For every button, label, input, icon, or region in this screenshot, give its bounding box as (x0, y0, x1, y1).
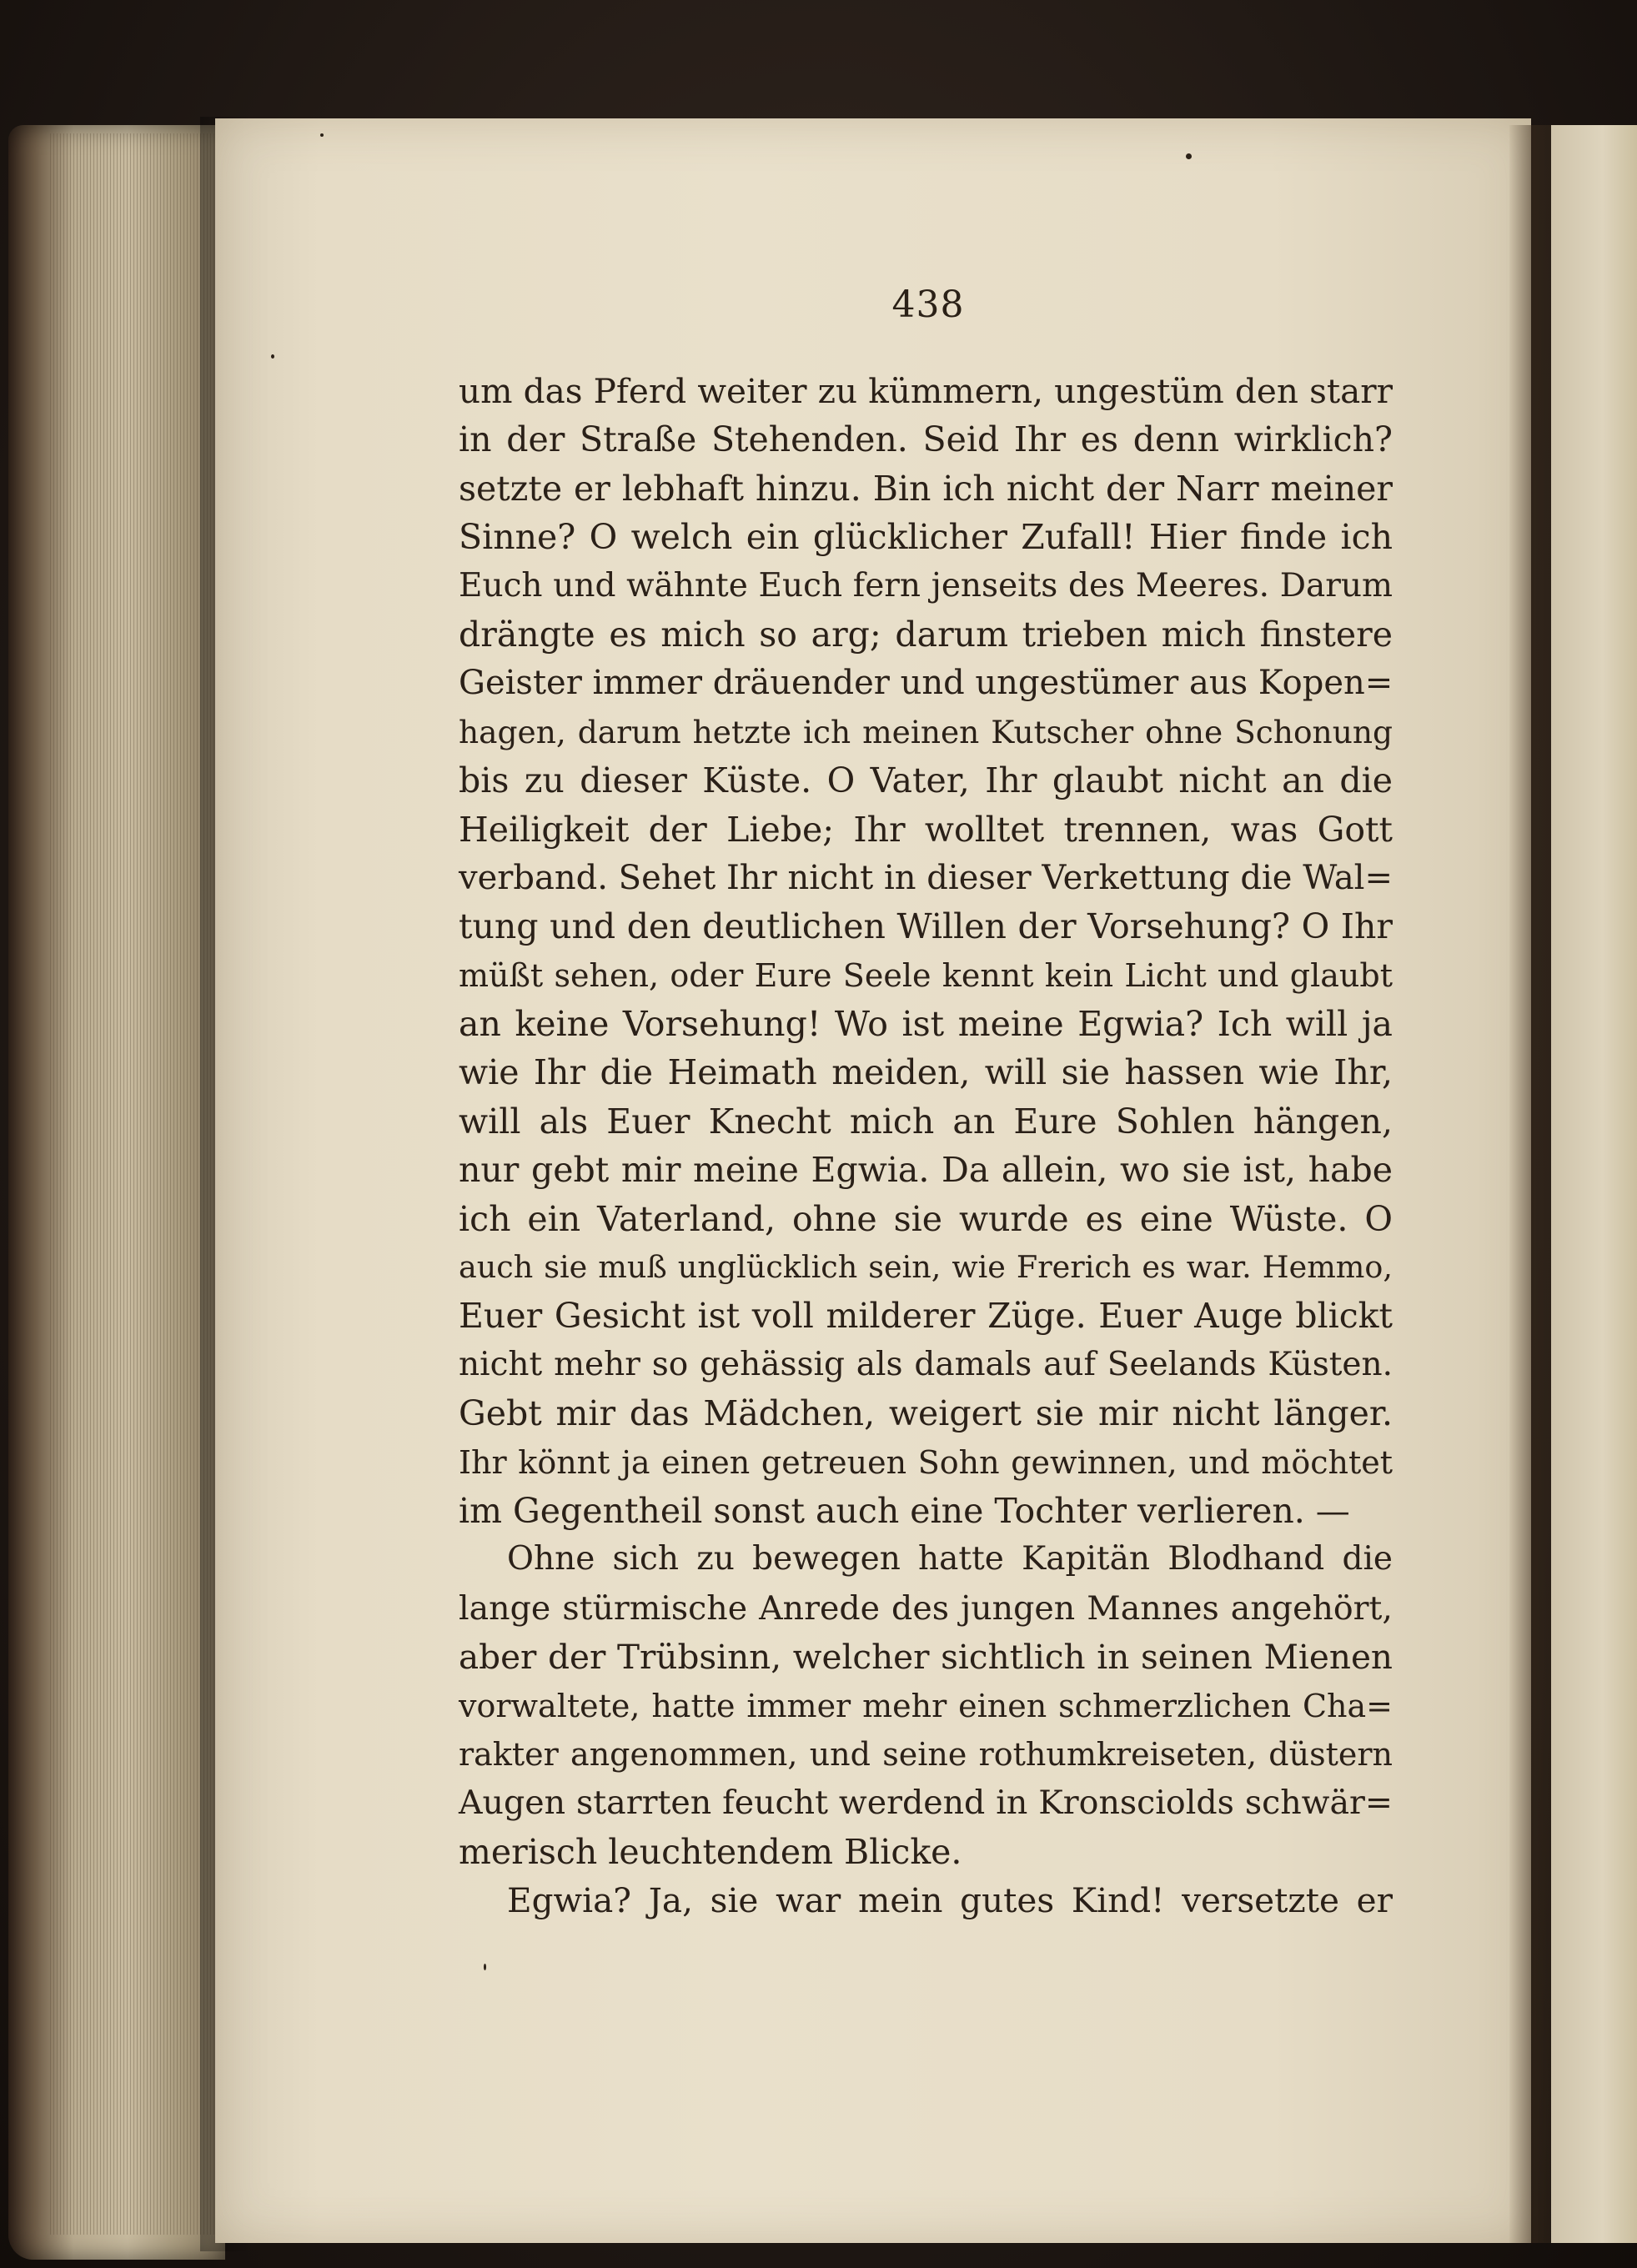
text-line: merisch leuchtendem Blicke. (459, 1831, 962, 1872)
text-line: drängte es mich so arg; darum trieben mich finstere (459, 614, 1393, 655)
ink-fleck (1186, 153, 1192, 159)
text-line: Sinne? O welch ein glücklicher Zufall! Hier finde ich (459, 517, 1393, 558)
page-edges (50, 133, 225, 2235)
text-line: Egwia? Ja, sie war mein gutes Kind! versetzte er (507, 1880, 1393, 1921)
text-line: um das Pferd weiter zu kümmern, ungestüm den starr (459, 371, 1393, 411)
text-line: aber der Trübsinn, welcher sichtlich in seinen Mienen (459, 1637, 1393, 1678)
text-line: müßt sehen, oder Eure Seele kennt kein Licht und glaubt (459, 956, 1393, 994)
text-line: vorwaltete, hatte immer mehr einen schmerzlichen Cha= (459, 1687, 1393, 1724)
ink-fleck (271, 354, 274, 359)
text-line: Gebt mir das Mädchen, weigert sie mir nicht länger. (459, 1393, 1393, 1434)
text-line: auch sie muß unglücklich sein, wie Frerich es war. Hemmo, (459, 1249, 1393, 1286)
text-line: Euer Gesicht ist voll milderer Züge. Euer Auge blickt (459, 1296, 1393, 1337)
text-line: rakter angenommen, und seine rothumkreiseten, düstern (459, 1735, 1393, 1773)
text-line: nur gebt mir meine Egwia. Da allein, wo sie ist, habe (459, 1150, 1393, 1191)
facing-page-edge (1551, 125, 1637, 2243)
text-line: tung und den deutlichen Willen der Vorsehung? O Ihr (459, 906, 1393, 947)
body-text (459, 367, 1393, 1925)
text-line: hagen, darum hetzte ich meinen Kutscher ohne Schonung (459, 713, 1393, 750)
text-line: an keine Vorsehung! Wo ist meine Egwia? Ich will ja (459, 1004, 1393, 1045)
text-line: verband. Sehet Ihr nicht in dieser Verkettung die Wal= (459, 858, 1393, 897)
text-line: wie Ihr die Heimath meiden, will sie hassen wie Ihr, (459, 1052, 1393, 1093)
text-line: ich ein Vaterland, ohne sie wurde es eine Wüste. O (459, 1198, 1393, 1239)
page-number: 438 (891, 284, 965, 326)
text-line: bis zu dieser Küste. O Vater, Ihr glaubt nicht an die (459, 760, 1393, 801)
text-line: Geister immer dräuender und ungestümer aus Kopen= (459, 664, 1393, 703)
text-line: in der Straße Stehenden. Seid Ihr es denn wirklich? (459, 419, 1393, 460)
text-line: Ohne sich zu bewegen hatte Kapitän Blodhand die (507, 1540, 1393, 1578)
text-line: lange stürmische Anrede des jungen Mannes angehört, (459, 1588, 1393, 1628)
text-line: Ihr könnt ja einen getreuen Sohn gewinnen, und möchtet (459, 1443, 1393, 1481)
ink-fleck (320, 133, 324, 137)
text-line: will als Euer Knecht mich an Eure Sohlen hängen, (459, 1101, 1393, 1142)
text-line: setzte er lebhaft hinzu. Bin ich nicht der Narr meiner (459, 468, 1393, 509)
text-line: Augen starrten feucht werdend in Kronsciolds schwär= (459, 1784, 1393, 1823)
text-line: nicht mehr so gehässig als damals auf Seelands Küsten. (459, 1345, 1393, 1383)
ink-fleck (484, 1964, 486, 1970)
text-line: im Gegentheil sonst auch eine Tochter verlieren. — (459, 1490, 1350, 1531)
text-line: Heiligkeit der Liebe; Ihr wolltet trennen, was Gott (459, 809, 1393, 850)
text-line: Euch und wähnte Euch fern jenseits des Meeres. Darum (459, 566, 1393, 605)
